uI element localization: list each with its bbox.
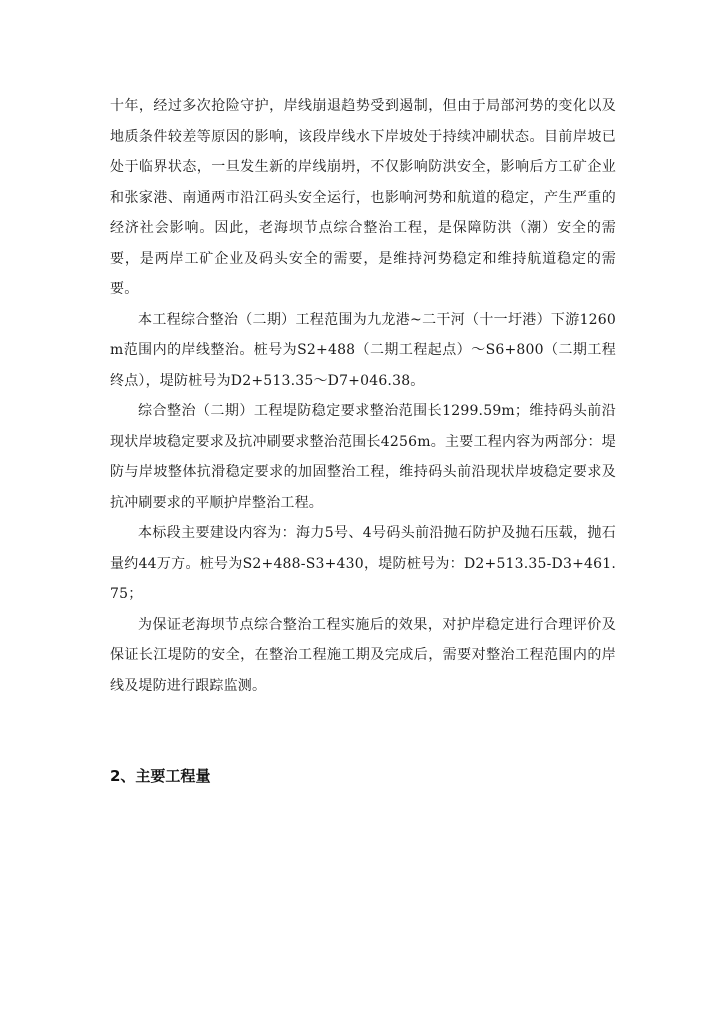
- paragraph-project-scope: 本工程综合整治（二期）工程范围为九龙港~二干河（十一圩港）下游1260m范围内的岸线整治。桩号为S2+488（二期工程起点）～S6+800（二期工程终点），堤防桩号为D2+513.35～D7+046.38。: [110, 311, 616, 389]
- paragraph-monitoring-purpose: 为保证老海坝节点综合整治工程实施后的效果，对护岸稳定进行合理评价及保证长江堤防的安全，在整治工程施工期及完成后，需要对整治工程范围内的岸线及堤防进行跟踪监测。: [110, 616, 616, 694]
- paragraph-contract-content: 本标段主要建设内容为：海力5号、4号码头前沿抛石防护及抛石压载，抛石量约44万方。桩号为S2+488-S3+430，堤防桩号为：D2+513.35-D3+461.75；: [110, 525, 616, 602]
- paragraph-background: 十年，经过多次抢险守护，岸线崩退趋势受到遏制，但由于局部河势的变化以及地质条件较差等原因的影响，该段岸线水下岸坡处于持续冲刷状态。目前岸坡已处于临界状态，一旦发生新的岸线崩坍，不仅影响防洪安全，影响后方工矿企业和张家港、南通两市沿江码头安全运行，也影响河势和航道的稳定，产生严重的经济社会影响。因此，老海坝节点综合整治工程，是保障防洪（潮）安全的需要，是两岸工矿企业及码头安全的需要，是维持河势稳定和维持航道稳定的需要。: [110, 98, 616, 297]
- body-text: [110, 91, 616, 701]
- section-heading: 2、主要工程量: [110, 767, 211, 785]
- paragraph-regulation-range: 综合整治（二期）工程堤防稳定要求整治范围长1299.59m；维持码头前沿现状岸坡稳定要求及抗冲刷要求整治范围长4256m。主要工程内容为两部分：堤防与岸坡整体抗滑稳定要求的加固整治工程，维持码头前沿现状岸坡稳定要求及抗冲刷要求的平顺护岸整治工程。: [110, 403, 616, 511]
